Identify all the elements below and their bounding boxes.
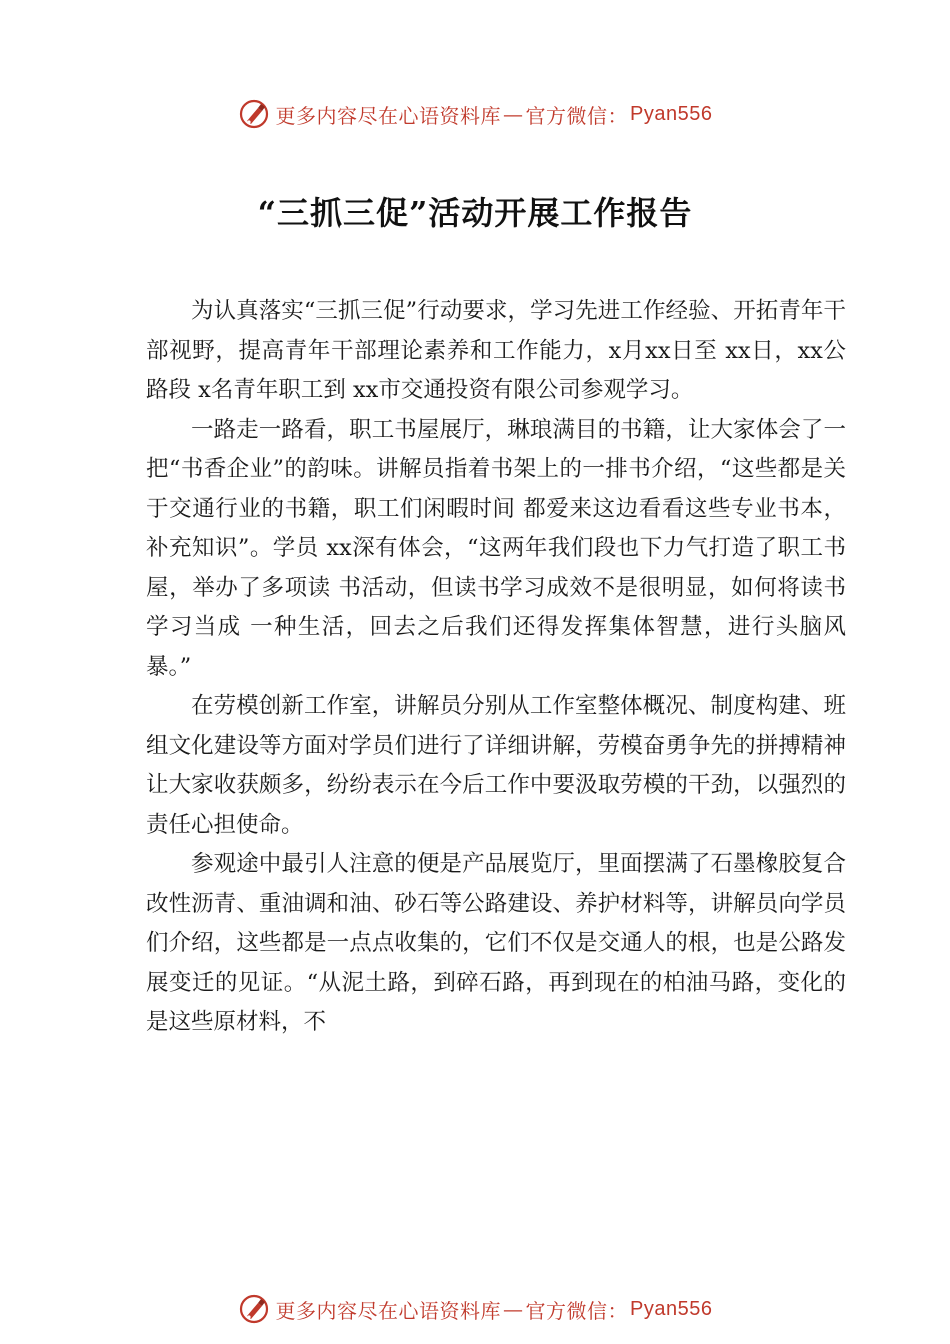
document-title: “三抓三促”活动开展工作报告 (257, 194, 693, 232)
banner-text: 更多内容尽在心语资料库 (275, 103, 502, 128)
header-banner (0, 96, 950, 132)
banner-text: 更多内容尽在心语资料库 (275, 1298, 502, 1323)
paragraph-1: 为认真落实“三抓三促”行动要求，学习先进工作经验、开拓青年干部视野，提高青年干部理论素养和工作能力，x月xx日至 xx日，xx公路段 x名青年职工到 xx市交通投资有限公司参观学习。 (146, 298, 846, 403)
paragraph-2: 一路走一路看，职工书屋展厅，琳琅满目的书籍，让大家体会了一把“书香企业”的韵味。讲解员指着书架上的一排书介绍，“这些都是关于交通行业的书籍，职工们闲暇时间 都爱来这边看看这些专业书本，补充知识”。学员 xx深有体会，“这两年我们段也下力气打造了职工书屋，举办了多项读 书活动，但读书学习成效不是很明显，如何将读书学习当成 一种生活，回去之后我们还得发挥集体智慧，进行头脑风暴。” (146, 416, 846, 680)
banner-wechat-label: 官方微信： (525, 103, 629, 128)
banner-wechat-id: Pyan556 (630, 1297, 713, 1320)
paragraph-4: 参观途中最引人注意的便是产品展览厅，里面摆满了石墨橡胶复合改性沥青、重油调和油、砂石等公路建设、养护材料等，讲解员向学员们介绍，这些都是一点点收集的，它们不仅是交通人的根，也是公路发展变迁的见证。“从泥土路，到碎石路，再到现在的柏油马路，变化的是这些原材料，不 (146, 851, 846, 1035)
pen-nib-logo-icon (238, 1293, 270, 1325)
paragraph-3: 在劳模创新工作室，讲解员分别从工作室整体概况、制度构建、班组文化建设等方面对学员们进行了详细讲解，劳模奋勇争先的拼搏精神让大家收获颇多，纷纷表示在今后工作中要汲取劳模的干劲，以强烈的责任心担使命。 (146, 693, 846, 838)
banner-wechat-id: Pyan556 (630, 102, 713, 125)
banner-separator: — (503, 102, 524, 126)
banner-wechat-label: 官方微信： (525, 1298, 629, 1323)
banner-separator: — (503, 1297, 524, 1321)
pen-nib-logo-icon (238, 98, 270, 130)
footer-banner (0, 1291, 950, 1327)
document-body (146, 292, 846, 1043)
